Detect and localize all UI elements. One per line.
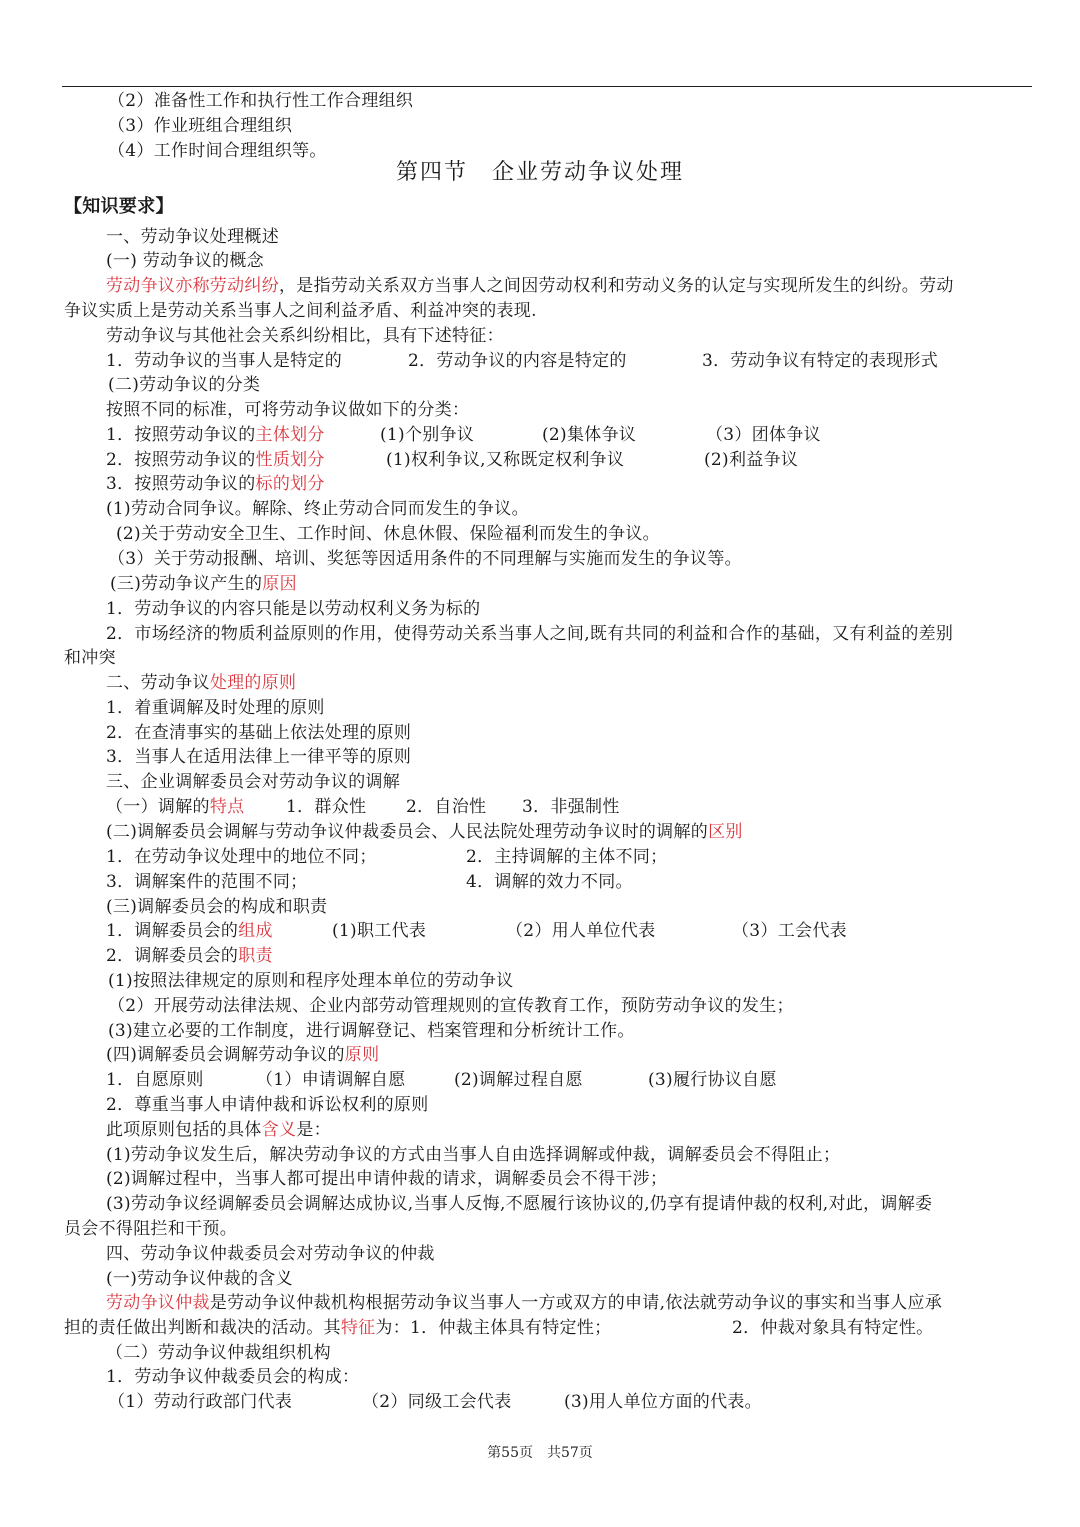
heading-3: 三、企业调解委员会对劳动争议的调解 (106, 772, 401, 792)
text-line: 1．群众性 (286, 797, 367, 817)
text: (二)调解委员会调解与劳动争议仲裁委员会、人民法院处理劳动争议时的调解的 (106, 822, 709, 842)
knowledge-heading: 【知识要求】 (64, 196, 174, 217)
text-line: (3)劳动争议经调解委员会调解达成协议,当事人反悔,不愿履行该协议的,仍享有提请仲裁的权利,对此，调解委 (106, 1194, 933, 1214)
text-line: 3．当事人在适用法律上一律平等的原则 (106, 747, 412, 767)
text-line: 2．主持调解的主体不同； (466, 847, 668, 867)
section-title: 第四节 企业劳动争议处理 (395, 160, 684, 185)
highlight: 处理的原则 (209, 673, 297, 693)
text: 此项原则包括的具体 (106, 1120, 262, 1140)
text-line: 1．劳动争议的内容只能是以劳动权利义务为标的 (106, 599, 481, 619)
subheading (110, 573, 297, 595)
text-line: （1）劳动行政部门代表 (108, 1392, 293, 1412)
subheading (106, 1044, 379, 1066)
subheading: （二）劳动争议仲裁组织机构 (106, 1343, 331, 1363)
text-line (106, 920, 273, 942)
text: 1．调解委员会的 (106, 921, 239, 941)
text-line: (3)建立必要的工作制度，进行调解登记、档案管理和分析统计工作。 (108, 1021, 635, 1041)
text: 为：1．仲裁主体具有特定性； (375, 1318, 612, 1338)
highlight: 原因 (262, 574, 297, 594)
text-line: (2)调解过程中，当事人都可提出申请仲裁的请求，调解委员会不得干涉； (106, 1169, 668, 1189)
text: 2．调解委员会的 (106, 946, 239, 966)
text-line: （2）同级工会代表 (362, 1392, 512, 1412)
heading-4: 四、劳动争议仲裁委员会对劳动争议的仲裁 (106, 1244, 435, 1264)
text: 担的责任做出判断和裁决的活动。其 (64, 1318, 341, 1338)
text-line: (3)用人单位方面的代表。 (564, 1392, 762, 1412)
text-line: 2．尊重当事人申请仲裁和诉讼权利的原则 (106, 1095, 429, 1115)
text-line (106, 1119, 331, 1141)
text-line: 1．在劳动争议处理中的地位不同； (106, 847, 377, 867)
text-line: 2．在查清事实的基础上依法处理的原则 (106, 723, 412, 743)
text-line: （2）用人单位代表 (506, 921, 656, 941)
text-line: （2）开展劳动法律法规、企业内部劳动管理规则的宣传教育工作，预防劳动争议的发生； (108, 996, 794, 1016)
text-line: (2)集体争议 (542, 425, 637, 445)
text-line: 劳动争议与其他社会关系纠纷相比，具有下述特征： (106, 326, 504, 346)
text-line (64, 1317, 611, 1339)
text-line: (1)劳动争议发生后，解决劳动争议的方式由当事人自由选择调解或仲裁，调解委员会不得阻止； (106, 1145, 841, 1165)
text-line: 1．着重调解及时处理的原则 (106, 698, 325, 718)
page-footer: 第55页 共57页 (487, 1445, 593, 1461)
text-line: (1)按照法律规定的原则和程序处理本单位的劳动争议 (108, 971, 514, 991)
text-line: （2）准备性工作和执行性工作合理组织 (108, 91, 414, 111)
heading-1: 一、劳动争议处理概述 (106, 227, 279, 247)
text-line: 3．调解案件的范围不同； (106, 872, 308, 892)
highlight: 区别 (708, 822, 743, 842)
text-line: 1．自愿原则 (106, 1070, 204, 1090)
subheading: (一) 劳动争议的概念 (106, 251, 264, 271)
text: 是： (296, 1120, 331, 1140)
highlight: 含义 (261, 1120, 297, 1140)
text: 二、劳动争议 (106, 673, 210, 693)
highlight: 劳动争议仲裁 (106, 1293, 210, 1313)
text-line: 争议实质上是劳动关系当事人之间利益矛盾、利益冲突的表现. (64, 301, 537, 321)
text: ，是指劳动关系双方当事人之间因劳动权利和劳动义务的认定与实现所发生的纠纷。劳动 (279, 276, 954, 296)
subheading: (一)劳动争议仲裁的含义 (106, 1269, 293, 1289)
text-line: (1)职工代表 (332, 921, 427, 941)
text-line: （3）工会代表 (732, 921, 847, 941)
text-line: (2)关于劳动安全卫生、工作时间、休息休假、保险福利而发生的争议。 (116, 524, 660, 544)
subheading: (二)劳动争议的分类 (108, 375, 261, 395)
text: 3．按照劳动争议的 (106, 474, 256, 494)
text-line: 2．劳动争议的内容是特定的 (408, 351, 627, 371)
highlight: 标的划分 (255, 474, 325, 494)
text-line (106, 424, 325, 446)
text-line: 和冲突 (64, 648, 116, 668)
text-line (106, 449, 325, 471)
text-line: 2．市场经济的物质利益原则的作用，使得劳动关系当事人之间,既有共同的利益和合作的基础，又有利益的差别 (106, 624, 954, 644)
text-line: 2．仲裁对象具有特定性。 (732, 1318, 934, 1338)
text-line (106, 796, 244, 818)
header-rule (62, 86, 1032, 87)
text-line: 2．自治性 (406, 797, 487, 817)
highlight: 劳动争议亦称劳动纠纷 (106, 276, 279, 296)
text-line: (1)劳动合同争议。解除、终止劳动合同而发生的争议。 (106, 499, 529, 519)
text: (四)调解委员会调解劳动争议的 (106, 1045, 345, 1065)
highlight: 特征 (340, 1318, 376, 1338)
text-line: 1．劳动争议仲裁委员会的构成： (106, 1367, 360, 1387)
text-line (106, 821, 743, 843)
text-line: （3）团体争议 (706, 425, 821, 445)
text-line: (2)调解过程自愿 (454, 1070, 583, 1090)
text-line: 1．劳动争议的当事人是特定的 (106, 351, 343, 371)
text-line: (1)个别争议 (380, 425, 475, 445)
subheading: (三)调解委员会的构成和职责 (106, 897, 328, 917)
highlight: 主体划分 (255, 425, 325, 445)
highlight: 性质划分 (255, 450, 325, 470)
definition-line (106, 275, 954, 297)
text-line (106, 473, 325, 495)
text: (三)劳动争议产生的 (110, 574, 263, 594)
highlight: 原则 (344, 1045, 380, 1065)
text: 是劳动争议仲裁机构根据劳动争议当事人一方或双方的申请,依法就劳动争议的事实和当事人应承 (209, 1293, 943, 1313)
text-line: 4．调解的效力不同。 (466, 872, 633, 892)
text-line: （4）工作时间合理组织等。 (108, 141, 327, 161)
text-line: (1)权利争议,又称既定权利争议 (386, 450, 625, 470)
text: 2．按照劳动争议的 (106, 450, 256, 470)
text-line: (2)利益争议 (704, 450, 799, 470)
text: （一）调解的 (106, 797, 210, 817)
highlight: 组成 (238, 921, 273, 941)
text-line: 按照不同的标准，可将劳动争议做如下的分类： (106, 400, 470, 420)
text-line: （3）关于劳动报酬、培训、奖惩等因适用条件的不同理解与实施而发生的争议等。 (108, 549, 742, 569)
text-line: （1）申请调解自愿 (256, 1070, 406, 1090)
highlight: 特点 (209, 797, 245, 817)
text-line (106, 1292, 942, 1314)
highlight: 职责 (238, 946, 273, 966)
text-line: 员会不得阻拦和干预。 (64, 1219, 237, 1239)
text: 1．按照劳动争议的 (106, 425, 256, 445)
text-line: (3)履行协议自愿 (648, 1070, 777, 1090)
text-line: 3．劳动争议有特定的表现形式 (702, 351, 939, 371)
heading-2 (106, 672, 296, 694)
text-line (106, 945, 273, 967)
text-line: （3）作业班组合理组织 (108, 116, 293, 136)
text-line: 3．非强制性 (522, 797, 620, 817)
